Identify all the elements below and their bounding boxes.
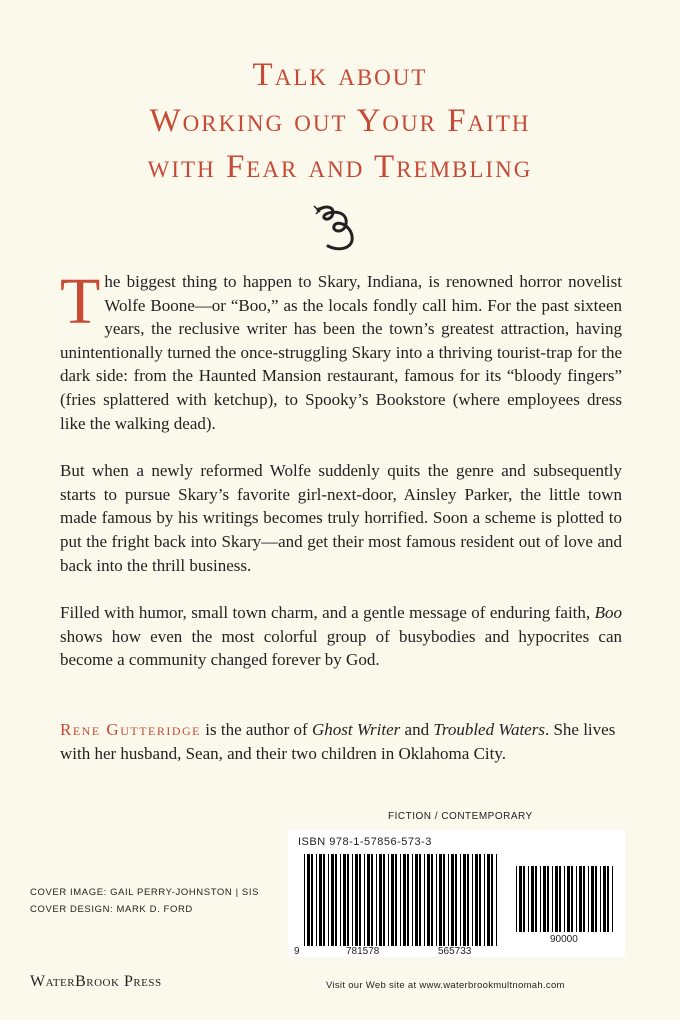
- category-label: FICTION / CONTEMPORARY: [388, 811, 533, 822]
- website-url: Visit our Web site at www.waterbrookmultnomah.com: [326, 980, 565, 991]
- book-title: Boo: [594, 603, 622, 623]
- headline-line-2: Working out Your Faith: [149, 103, 531, 139]
- author-name: Rene Gutteridge: [60, 720, 202, 739]
- barcode-bar: [543, 866, 546, 932]
- barcode-digits-group-1: 781578: [346, 946, 380, 957]
- barcode-bar: [415, 854, 418, 946]
- description-paragraph-3: [60, 601, 622, 672]
- barcode-bar: [364, 854, 365, 946]
- barcode-bar: [412, 854, 413, 946]
- author-text-3: . She lives with her husband, Sean, and their two children in Oklahoma City.: [60, 720, 616, 763]
- description-paragraph-1: [60, 265, 622, 435]
- barcode-bar: [463, 854, 466, 946]
- barcode-bar: [603, 866, 606, 932]
- barcode-bar: [479, 854, 481, 946]
- barcode-bar: [472, 854, 473, 946]
- price-code: 90000: [550, 934, 578, 945]
- barcode-bar: [400, 854, 401, 946]
- barcode-bar: [547, 866, 549, 932]
- barcode-bar: [427, 854, 430, 946]
- barcode-bar: [519, 866, 522, 932]
- barcode-bar: [343, 854, 346, 946]
- barcode-bar: [335, 854, 337, 946]
- barcode-bar: [403, 854, 406, 946]
- author-text-2: and: [400, 720, 434, 739]
- isbn-label: ISBN 978-1-57856-573-3: [298, 836, 432, 848]
- serpent-ornament-icon: [310, 196, 370, 256]
- cover-image-credit: COVER IMAGE: GAIL PERRY-JOHNSTON | SIS: [30, 887, 260, 898]
- barcode-bar: [347, 854, 349, 946]
- author-book-1: Ghost Writer: [311, 720, 401, 739]
- barcode-bar: [540, 866, 541, 932]
- barcode-bar: [523, 866, 525, 932]
- barcode-bar: [388, 854, 389, 946]
- barcode-digit-first: 9: [294, 946, 300, 957]
- cover-credits: [30, 884, 259, 918]
- barcode-bar: [600, 866, 601, 932]
- barcode-bar: [487, 854, 490, 946]
- barcode-bar: [311, 854, 313, 946]
- barcode-bar: [516, 866, 517, 932]
- barcode-digits-group-2: 565733: [438, 946, 472, 957]
- barcode-bar: [496, 854, 497, 946]
- description: [60, 265, 622, 696]
- barcode-bar: [576, 866, 577, 932]
- barcode-bar: [591, 866, 594, 932]
- barcode-bar: [555, 866, 558, 932]
- description-paragraph-2: But when a newly reformed Wolfe suddenly quits the genre and subsequently starts to pursue Skary’s favorite girl-next-door, Ainsley Parker, the little town made famous by his writings becomes truly horrified. Soon a scheme is plotted to put the fright back into Skary—and get their most famous resident out of love and back into the thrill business.: [60, 461, 622, 575]
- barcode-bar: [431, 854, 433, 946]
- paragraph-1-text: he biggest thing to happen to Skary, Indiana, is renowned horror novelist Wolfe Boone—or “Boo,” as the locals fondly call him. For the past sixteen years, the reclusive writer has been the town’s greatest attraction, having unintentionally turned the once-struggling Skary into a thriving tourist-trap for the dark side: from the Haunted Mansion restaurant, famous for its “bloody fingers” (fries splattered with ketchup), to Spooky’s Bookstore (where employees dress like the walking dead).: [60, 272, 622, 433]
- barcode-bar: [307, 854, 310, 946]
- barcode-bar: [395, 854, 397, 946]
- barcode-bar: [424, 854, 425, 946]
- paragraph-3-start: Filled with humor, small town charm, and a gentle message of enduring faith,: [60, 603, 595, 623]
- barcode-bar: [467, 854, 469, 946]
- author-book-2: Troubled Waters: [433, 720, 545, 739]
- barcode-bar: [376, 854, 377, 946]
- barcode-bar: [383, 854, 385, 946]
- barcode-bar: [436, 854, 437, 946]
- barcode: [288, 830, 625, 957]
- publisher-name: WaterBrook Press: [30, 973, 162, 990]
- barcode-bar: [379, 854, 382, 946]
- barcode-bar: [564, 866, 565, 932]
- barcode-bar: [567, 866, 570, 932]
- barcode-bar: [367, 854, 370, 946]
- barcode-bar: [612, 866, 613, 932]
- drop-cap: T: [60, 265, 101, 338]
- barcode-bar: [323, 854, 325, 946]
- paragraph-3-end: shows how even the most colorful group of busybodies and hypocrites can become a community changed forever by God.: [60, 626, 622, 670]
- barcode-bar: [475, 854, 478, 946]
- barcode-bar: [448, 854, 449, 946]
- barcode-bar: [439, 854, 442, 946]
- author-bio: [60, 718, 626, 766]
- barcode-bar: [328, 854, 329, 946]
- barcode-bar: [460, 854, 461, 946]
- barcode-bar: [484, 854, 485, 946]
- barcode-bar: [352, 854, 353, 946]
- headline: [0, 52, 680, 190]
- barcode-bar: [535, 866, 537, 932]
- barcode-bar: [391, 854, 394, 946]
- headline-line-3: with Fear and Trembling: [147, 149, 533, 185]
- barcode-bar: [304, 854, 305, 946]
- barcode-bar: [319, 854, 322, 946]
- barcode-bar: [559, 866, 561, 932]
- barcode-bar: [340, 854, 341, 946]
- barcode-bar: [571, 866, 573, 932]
- barcode-bar: [359, 854, 361, 946]
- headline-line-1: Talk about: [252, 57, 428, 93]
- barcode-bar: [371, 854, 373, 946]
- barcode-bar: [316, 854, 317, 946]
- barcode-bar: [528, 866, 529, 932]
- barcode-bar: [595, 866, 597, 932]
- barcode-bar: [331, 854, 334, 946]
- barcode-bar: [407, 854, 409, 946]
- author-text-1: is the author of: [201, 720, 312, 739]
- barcode-bar: [552, 866, 553, 932]
- cover-design-credit: COVER DESIGN: MARK D. FORD: [30, 904, 193, 915]
- barcode-bar: [455, 854, 457, 946]
- barcode-bar: [579, 866, 582, 932]
- barcode-bar: [491, 854, 493, 946]
- barcode-bar: [451, 854, 454, 946]
- barcode-bar: [355, 854, 358, 946]
- barcode-bar: [443, 854, 445, 946]
- barcode-bar: [419, 854, 421, 946]
- barcode-bar: [583, 866, 585, 932]
- barcode-bar: [531, 866, 534, 932]
- barcode-bar: [607, 866, 609, 932]
- barcode-bar: [588, 866, 589, 932]
